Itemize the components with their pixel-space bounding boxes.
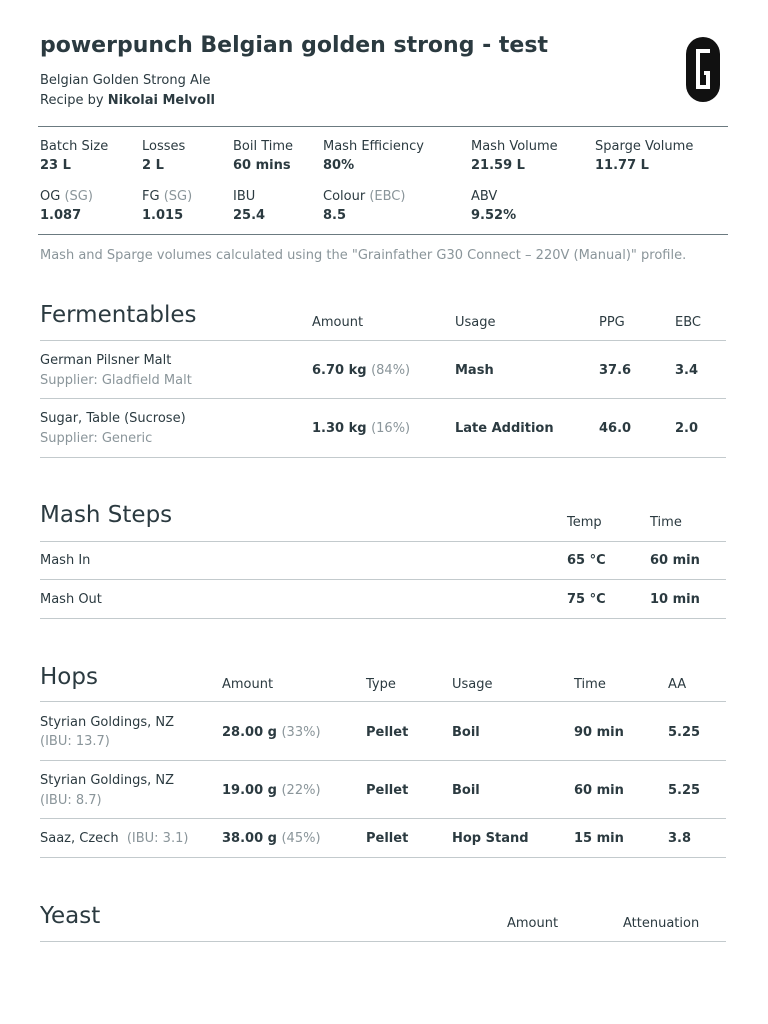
fermentables-ebc-header: EBC	[675, 315, 701, 330]
hop-usage: Boil	[452, 783, 480, 798]
recipe-by-label: Recipe by	[40, 93, 104, 108]
mash-efficiency-label: Mash Efficiency	[323, 139, 424, 154]
colour-unit: (EBC)	[369, 189, 406, 204]
hops-type-header: Type	[366, 677, 396, 692]
hop-name: Styrian Goldings, NZ	[40, 773, 174, 788]
fermentable-ebc: 2.0	[675, 421, 699, 436]
row-divider	[40, 398, 726, 399]
recipe-author: Nikolai Melvoll	[107, 93, 215, 108]
batch-size-label: Batch Size	[40, 139, 109, 154]
stats-divider	[38, 234, 728, 235]
hops-time-header: Time	[574, 677, 606, 692]
mash-temp-header: Temp	[567, 515, 602, 530]
hop-aa: 3.8	[668, 831, 692, 846]
row-divider	[40, 818, 726, 819]
fermentables-amount-header: Amount	[312, 315, 364, 330]
colour-value: 8.5	[323, 208, 347, 223]
hop-aa: 5.25	[668, 725, 701, 740]
hops-amount-header: Amount	[222, 677, 274, 692]
hop-usage: Hop Stand	[452, 831, 529, 846]
fermentables-title: Fermentables	[40, 302, 197, 328]
row-divider	[40, 457, 726, 458]
fermentables-usage-header: Usage	[455, 315, 496, 330]
abv-label: ABV	[471, 189, 498, 204]
hop-amount: 38.00 g (45%)	[222, 831, 321, 846]
abv-value: 9.52%	[471, 208, 517, 223]
ibu-value: 25.4	[233, 208, 266, 223]
hop-name-line	[40, 831, 188, 846]
row-divider	[40, 760, 726, 761]
row-divider	[40, 618, 726, 619]
fermentable-amount: 6.70 kg (84%)	[312, 363, 411, 378]
recipe-style: Belgian Golden Strong Ale	[40, 73, 211, 88]
hop-ibu: (IBU: 3.1)	[126, 831, 189, 846]
hop-aa: 5.25	[668, 783, 701, 798]
yeast-title: Yeast	[40, 903, 101, 929]
fg-value: 1.015	[142, 208, 184, 223]
hop-amount: 28.00 g (33%)	[222, 725, 321, 740]
row-divider	[40, 579, 726, 580]
mash-step-name: Mash Out	[40, 592, 102, 607]
hops-header-line	[40, 701, 726, 702]
colour-label: Colour (EBC)	[323, 189, 406, 204]
recipe-title: powerpunch Belgian golden strong - test	[40, 33, 548, 58]
mash-step-name: Mash In	[40, 553, 91, 568]
mash-header-line	[40, 541, 726, 542]
og-label: OG (SG)	[40, 189, 93, 204]
fg-unit: (SG)	[163, 189, 193, 204]
hop-time: 60 min	[574, 783, 624, 798]
mash-efficiency-value: 80%	[323, 158, 355, 173]
mash-step-temp: 75 °C	[567, 592, 606, 607]
hop-type: Pellet	[366, 831, 409, 846]
hop-ibu: (IBU: 8.7)	[40, 793, 102, 808]
fermentable-usage: Late Addition	[455, 421, 554, 436]
row-divider	[40, 857, 726, 858]
fermentable-ppg: 46.0	[599, 421, 632, 436]
ibu-label: IBU	[233, 189, 256, 204]
hops-title: Hops	[40, 664, 98, 690]
mash-volume-value: 21.59 L	[471, 158, 525, 173]
hops-aa-header: AA	[668, 677, 687, 692]
sparge-volume-value: 11.77 L	[595, 158, 649, 173]
yeast-amount-header: Amount	[507, 916, 559, 931]
fermentable-ebc: 3.4	[675, 363, 699, 378]
losses-label: Losses	[142, 139, 186, 154]
boil-time-label: Boil Time	[233, 139, 294, 154]
og-value: 1.087	[40, 208, 82, 223]
fermentable-amount: 1.30 kg (16%)	[312, 421, 411, 436]
fg-label: FG (SG)	[142, 189, 193, 204]
og-unit: (SG)	[64, 189, 93, 204]
mash-time-header: Time	[650, 515, 682, 530]
fermentable-supplier: Supplier: Generic	[40, 431, 153, 446]
profile-note: Mash and Sparge volumes calculated using the "Grainfather G30 Connect – 220V (Manual)" profile.	[40, 248, 687, 263]
hop-name: Saaz, Czech	[40, 831, 119, 846]
hop-type: Pellet	[366, 725, 409, 740]
hop-ibu: (IBU: 13.7)	[40, 734, 110, 749]
fermentable-supplier: Supplier: Gladfield Malt	[40, 373, 192, 388]
mash-step-time: 60 min	[650, 553, 700, 568]
hop-time: 90 min	[574, 725, 624, 740]
grainfather-logo-icon	[684, 37, 722, 102]
sparge-volume-label: Sparge Volume	[595, 139, 694, 154]
batch-size-value: 23 L	[40, 158, 71, 173]
fermentable-usage: Mash	[455, 363, 494, 378]
fermentable-name: Sugar, Table (Sucrose)	[40, 411, 186, 426]
hop-amount: 19.00 g (22%)	[222, 783, 321, 798]
mash-step-temp: 65 °C	[567, 553, 606, 568]
hops-usage-header: Usage	[452, 677, 493, 692]
yeast-attenuation-header: Attenuation	[623, 916, 700, 931]
fermentable-name: German Pilsner Malt	[40, 353, 172, 368]
mash-volume-label: Mash Volume	[471, 139, 558, 154]
yeast-header-line	[40, 941, 726, 942]
hop-time: 15 min	[574, 831, 624, 846]
fermentable-ppg: 37.6	[599, 363, 632, 378]
mash-steps-title: Mash Steps	[40, 502, 173, 528]
mash-step-time: 10 min	[650, 592, 700, 607]
boil-time-value: 60 mins	[233, 158, 291, 173]
recipe-author-line	[40, 93, 215, 108]
header-divider	[38, 126, 728, 127]
fermentables-header-line	[40, 340, 726, 341]
fermentables-ppg-header: PPG	[599, 315, 625, 330]
hop-usage: Boil	[452, 725, 480, 740]
losses-value: 2 L	[142, 158, 164, 173]
hop-type: Pellet	[366, 783, 409, 798]
hop-name: Styrian Goldings, NZ	[40, 715, 174, 730]
